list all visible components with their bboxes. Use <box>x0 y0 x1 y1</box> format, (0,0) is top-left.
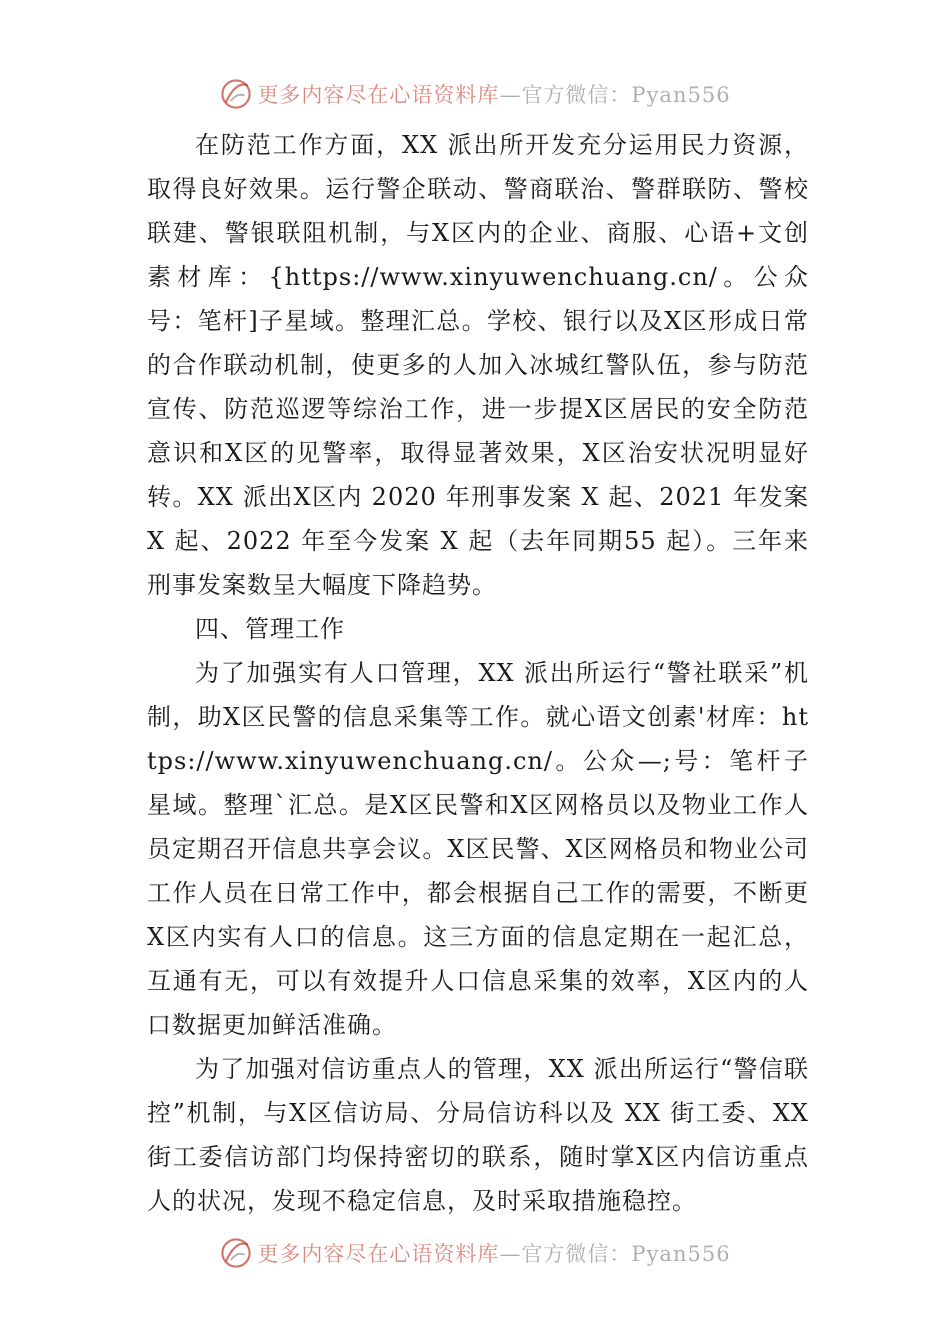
brand-logo-icon <box>219 77 253 111</box>
watermark-footer <box>0 1233 950 1273</box>
watermark-main: 更多内容尽在心语资料库 <box>257 1242 500 1266</box>
document-body <box>147 123 809 1223</box>
watermark-main: 更多内容尽在心语资料库 <box>257 83 500 107</box>
section-heading-management: 四、管理工作 <box>195 615 345 643</box>
brand-logo-icon <box>219 1236 253 1270</box>
paragraph-population-management: 为了加强实有人口管理，XX 派出所运行“警社联采”机制，助X区民警的信息采集等工作。就心语文创素'材库：https://www.xinyuwenchuang.cn/。公众—;号：笔杆子星域。整理`汇总。是X区民警和X区网格员以及物业工作人员定期召开信息共享会议。X区民警、X区网格员和物业公司工作人员在日常工作中，都会根据自己工作的需要，不断更X区内实有人口的信息。这三方面的信息定期在一起汇总，互通有无，可以有效提升人口信息采集的效率，X区内的人口数据更加鲜活准确。 <box>147 659 809 1039</box>
watermark-suffix: —官方微信：Pyan556 <box>499 1242 731 1266</box>
paragraph-prevention: 在防范工作方面，XX 派出所开发充分运用民力资源，取得良好效果。运行警企联动、警商联治、警群联防、警校联建、警银联阻机制，与X区内的企业、商服、心语+文创素材库：{https://www.xinyuwenchuang.cn/。公众号：笔杆]子星域。整理汇总。学校、银行以及X区形成日常的合作联动机制，使更多的人加入冰城红警队伍，参与防范宣传、防范巡逻等综治工作，进一步提X区居民的安全防范意识和X区的见警率，取得显著效果，X区治安状况明显好转。XX 派出X区内 2020 年刑事发案 X 起、2021 年发案 X 起、2022 年至今发案 X 起（去年同期55 起）。三年来刑事发案数呈大幅度下降趋势。 <box>147 131 809 599</box>
watermark-text <box>257 1238 730 1268</box>
paragraph-petition-management: 为了加强对信访重点人的管理，XX 派出所运行“警信联控”机制，与X区信访局、分局信访科以及 XX 街工委、XX 街工委信访部门均保持密切的联系，随时掌X区内信访重点人的状况，发现不稳定信息，及时采取措施稳控。 <box>147 1055 809 1215</box>
watermark-text <box>257 79 730 109</box>
watermark-suffix: —官方微信：Pyan556 <box>499 83 731 107</box>
watermark-header <box>0 74 950 114</box>
